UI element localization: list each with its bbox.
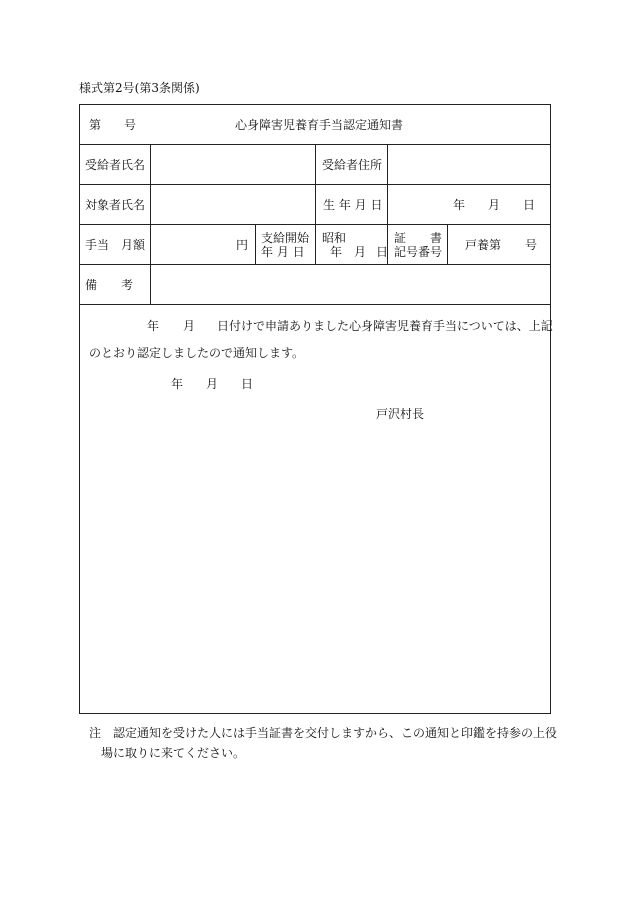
col-divider — [447, 224, 448, 264]
certificate-label: 証 書 — [394, 231, 443, 245]
number-prefix: 第 — [89, 118, 102, 132]
note-line2: 場に取りに来てください。 — [101, 746, 246, 760]
number-suffix: 号 — [124, 118, 137, 132]
col-divider — [150, 144, 151, 304]
col-divider — [255, 224, 256, 264]
form-label: 様式第2号(第3条関係) — [79, 81, 200, 95]
birth-month-unit: 月 — [488, 198, 501, 212]
era-label: 昭和 — [322, 231, 347, 245]
birth-year-unit: 年 — [453, 198, 466, 212]
document-title: 心身障害児養育手当認定通知書 — [235, 118, 404, 132]
recipient-name-label: 受給者氏名 — [85, 158, 146, 172]
birth-date-label: 生 年 月 日 — [323, 198, 383, 212]
row-divider — [79, 304, 551, 305]
issue-month-unit: 月 — [206, 377, 219, 391]
era-day-unit: 日 — [376, 245, 389, 259]
certificate-suffix: 号 — [525, 238, 538, 252]
certificate-number-label: 記号番号 — [394, 245, 443, 259]
note-label: 注 — [89, 726, 102, 740]
certificate-prefix: 戸養第 — [465, 238, 502, 252]
note-line1: 認定通知を受けた人には手当証書を交付しますから、この通知と印鑑を持参の上役 — [113, 726, 558, 740]
allowance-label: 手当 月額 — [85, 238, 146, 252]
recipient-address-label: 受給者住所 — [322, 158, 383, 172]
notice-text-line1: 日付けで申請ありました心身障害児養育手当については、上記 — [217, 319, 553, 333]
remarks-label: 備 考 — [85, 278, 134, 292]
payment-start-label: 支給開始 — [261, 231, 310, 245]
era-year-unit: 年 — [330, 245, 343, 259]
notice-year-unit: 年 — [147, 319, 160, 333]
subject-name-label: 対象者氏名 — [85, 198, 146, 212]
payment-start-date-label: 年 月 日 — [261, 245, 305, 259]
notice-text-line2: のとおり認定しましたので通知します。 — [89, 346, 305, 360]
issue-year-unit: 年 — [171, 377, 184, 391]
issue-day-unit: 日 — [241, 377, 254, 391]
yen-unit: 円 — [236, 238, 249, 252]
issuer-name: 戸沢村長 — [376, 407, 425, 421]
birth-day-unit: 日 — [523, 198, 536, 212]
era-month-unit: 月 — [354, 245, 367, 259]
col-divider — [315, 144, 316, 264]
notice-month-unit: 月 — [183, 319, 196, 333]
